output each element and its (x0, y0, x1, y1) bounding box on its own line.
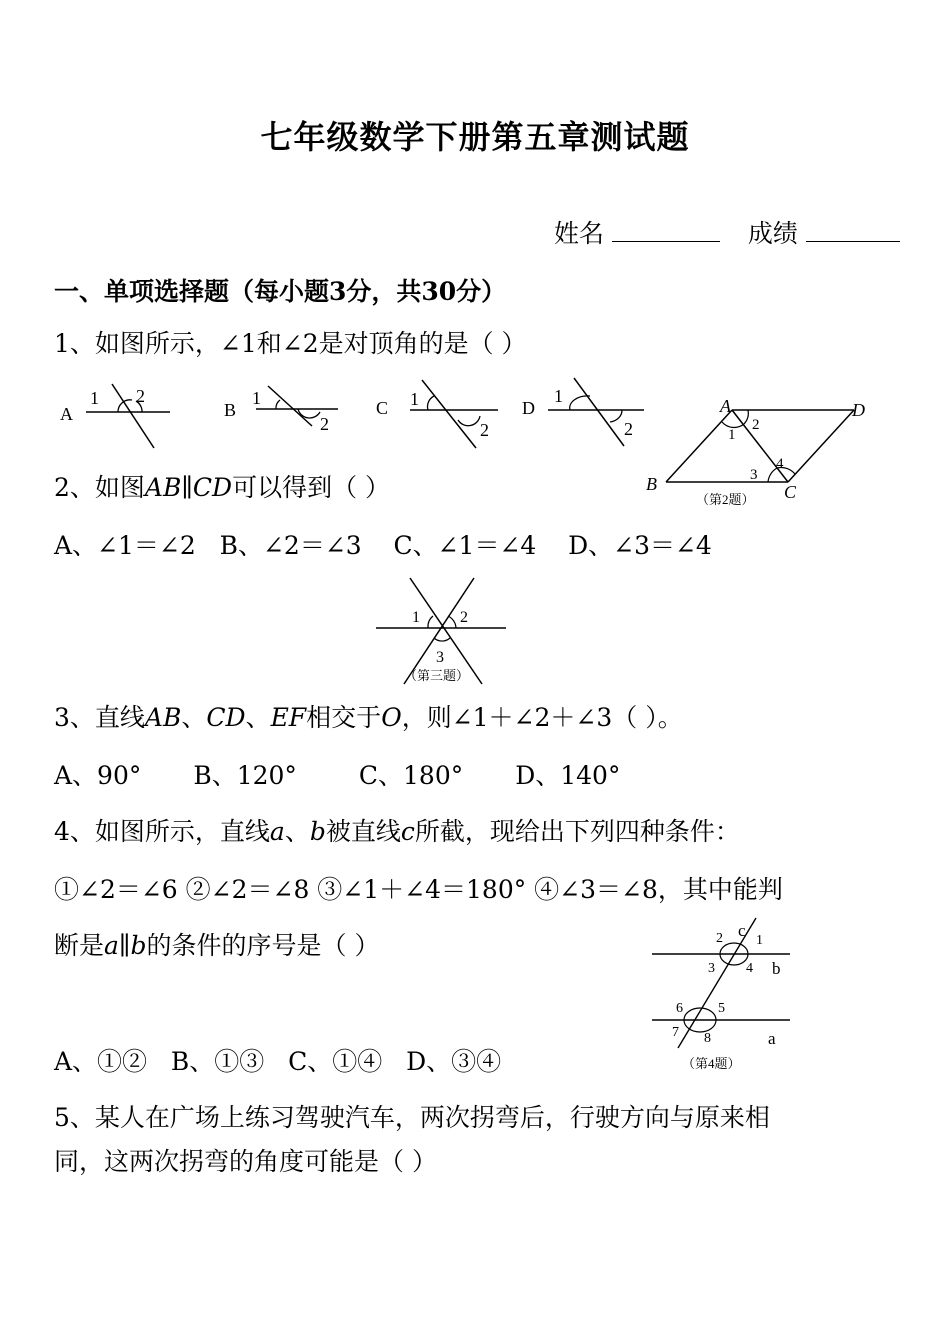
question-3-stem (54, 702, 683, 734)
angle-label: 2 (136, 386, 145, 406)
question-1-stem: 1、如图所示，∠1和∠2是对顶角的是（ ） (54, 329, 527, 358)
option-a-figure (60, 384, 170, 448)
score-blank[interactable] (806, 219, 900, 242)
question-4-line3 (54, 930, 379, 962)
stem-text: 3、直线 (54, 703, 145, 732)
stem-text: 断是 (54, 931, 105, 960)
score-label: 成绩 (747, 219, 798, 248)
point-label: D (852, 400, 865, 420)
option-b-figure (224, 386, 338, 434)
stem-text: 所截，现给出下列四种条件： (414, 817, 740, 846)
line-c: c (400, 817, 415, 846)
question-2-figure (640, 392, 880, 514)
stem-text: 被直线 (325, 817, 401, 846)
angle-label: 2 (460, 609, 468, 626)
angle-label: 3 (708, 961, 715, 976)
question-3-figure (370, 574, 520, 690)
angle-label: 1 (252, 388, 261, 408)
stem-text: 相交于 (306, 703, 382, 732)
separator: 、 (284, 817, 310, 846)
option-b-label: B (224, 400, 237, 420)
question-4-conditions: ①∠2＝∠6 ②∠2＝∠8 ③∠1＋∠4＝180° ④∠3＝∠8，其中能判 (54, 875, 783, 904)
line-label: a (768, 1029, 776, 1048)
stem-text: ，则∠1＋∠2＋∠3（ ）。 (401, 703, 683, 732)
point-label: C (784, 482, 797, 502)
question-3-options (54, 760, 620, 792)
line-b: b (309, 817, 326, 846)
segment-ab: AB (144, 473, 182, 502)
line-b: b (130, 931, 147, 960)
segment-cd: CD (192, 473, 233, 502)
angle-label: 1 (728, 427, 736, 443)
line-cd: CD (206, 703, 246, 732)
name-label: 姓名 (554, 219, 605, 248)
angle-label: 2 (320, 414, 329, 434)
angle-label: 5 (718, 1001, 725, 1016)
angle-label: 2 (624, 419, 633, 439)
option-c-label: C (376, 398, 389, 418)
stem-text: 的条件的序号是（ ） (146, 931, 380, 960)
option-d: D、140° (515, 761, 621, 790)
section-heading: 一、单项选择题（每小题3分，共30分） (54, 277, 507, 306)
angle-label: 1 (412, 609, 420, 626)
question-2-options: A、∠1＝∠2 B、∠2＝∠3 C、∠1＝∠4 D、∠3＝∠4 (54, 531, 712, 560)
stem-text: 可以得到（ ） (232, 473, 391, 502)
parallel-symbol: ∥ (181, 473, 193, 502)
option-a-label: A (60, 404, 73, 424)
question-2-stem (54, 472, 390, 504)
angle-label: 7 (672, 1025, 679, 1040)
name-blank[interactable] (612, 219, 720, 242)
question-4-options: A、①② B、①③ C、①④ D、③④ (54, 1047, 502, 1076)
angle-label: 3 (436, 649, 444, 666)
line-label: b (772, 959, 781, 978)
angle-label: 2 (752, 417, 760, 433)
angle-label: 4 (776, 456, 784, 472)
question-1-figures (50, 372, 660, 452)
question-4-stem (54, 816, 740, 848)
point-label: B (646, 474, 657, 494)
option-d-label: D (522, 398, 535, 418)
separator: 、 (181, 703, 207, 732)
angle-label: 6 (676, 1001, 683, 1016)
option-b: B、120° (193, 761, 297, 790)
question-4-figure (646, 914, 796, 1076)
angle-label: 1 (756, 933, 763, 948)
question-5-line-1: 5、某人在广场上练习驾驶汽车，两次拐弯后，行驶方向与原来相 (54, 1103, 770, 1132)
angle-label: 3 (750, 467, 758, 483)
student-info (554, 218, 900, 250)
stem-text: 2、如图 (54, 473, 145, 502)
line-label: c (738, 921, 746, 940)
stem-text: 4、如图所示，直线 (54, 817, 270, 846)
page-title: 七年级数学下册第五章测试题 (260, 118, 690, 156)
angle-label: 8 (704, 1031, 711, 1046)
angle-label: 1 (90, 388, 99, 408)
line-a: a (104, 931, 119, 960)
point-label: A (720, 396, 731, 416)
figure-caption: （第三题） (404, 668, 470, 683)
angle-label: 1 (410, 389, 419, 409)
angle-label: 1 (554, 386, 563, 406)
angle-label: 2 (480, 420, 489, 440)
line-ef: EF (270, 703, 307, 732)
line-ab: AB (144, 703, 182, 732)
angle-label: 2 (716, 931, 723, 946)
line-a: a (269, 817, 285, 846)
option-a: A、90° (54, 761, 142, 790)
question-5-line-2: 同，这两次拐弯的角度可能是（ ） (54, 1147, 437, 1176)
angle-label: 4 (746, 961, 753, 976)
parallel-symbol: ∥ (118, 931, 131, 960)
point-o: O (381, 703, 402, 732)
figure-caption: （第4题） (682, 1056, 741, 1071)
separator: 、 (245, 703, 271, 732)
option-c: C、180° (358, 761, 464, 790)
figure-caption: （第2题） (696, 492, 755, 507)
option-d-figure (522, 378, 644, 446)
option-c-figure (376, 380, 498, 448)
